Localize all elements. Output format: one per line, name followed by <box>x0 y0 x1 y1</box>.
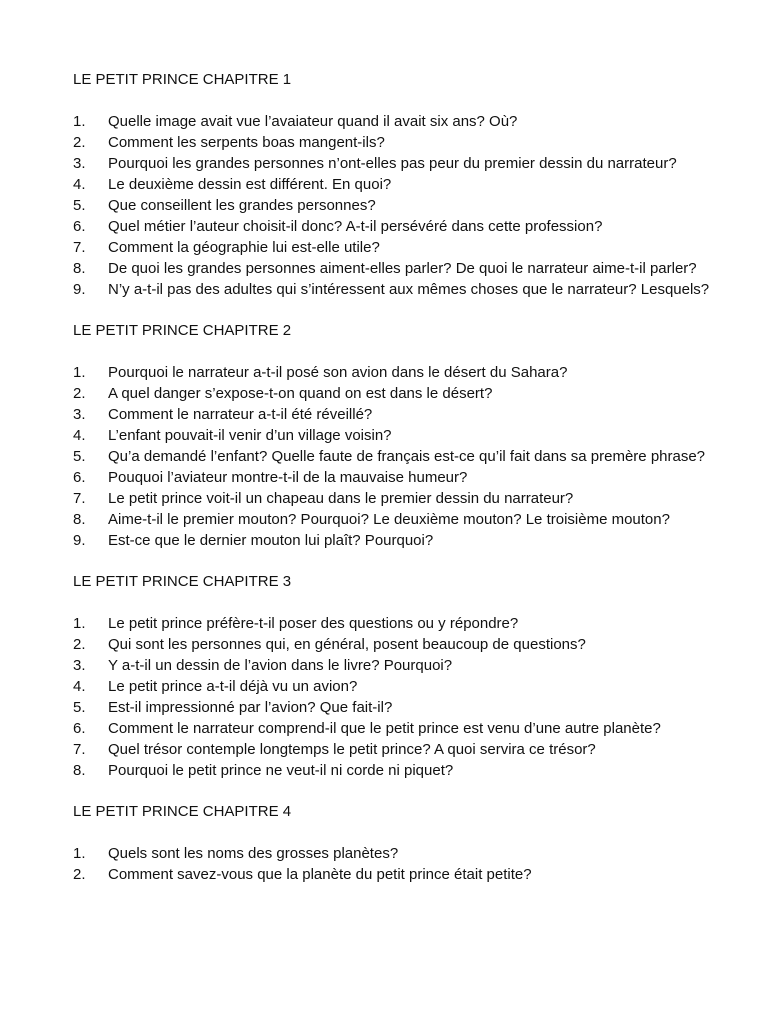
question-item <box>73 446 713 467</box>
question-list <box>73 613 713 781</box>
question-item <box>73 195 713 216</box>
question-text: Que conseillent les grandes personnes? <box>108 197 376 214</box>
question-item <box>73 864 713 885</box>
question-text: Quels sont les noms des grosses planètes? <box>108 845 399 862</box>
question-text: Pourquoi le petit prince ne veut-il ni corde ni piquet? <box>108 762 454 779</box>
question-number: 1. <box>73 615 86 632</box>
question-number: 7. <box>73 239 86 256</box>
question-text: Comment les serpents boas mangent-ils? <box>108 134 385 151</box>
question-number: 3. <box>73 155 86 172</box>
question-number: 4. <box>73 176 86 193</box>
question-item <box>73 843 713 864</box>
question-text: A quel danger s’expose-t-on quand on est dans le désert? <box>108 385 493 402</box>
question-number: 2. <box>73 134 86 151</box>
question-list <box>73 111 713 300</box>
question-item <box>73 739 713 760</box>
question-item <box>73 111 713 132</box>
question-text: Aime-t-il le premier mouton? Pourquoi? Le deuxième mouton? Le troisième mouton? <box>108 511 670 528</box>
question-number: 2. <box>73 866 86 883</box>
question-text: Comment le narrateur a-t-il été réveillé? <box>108 406 373 423</box>
question-item <box>73 362 713 383</box>
question-number: 9. <box>73 281 86 298</box>
question-number: 6. <box>73 469 86 486</box>
question-number: 7. <box>73 741 86 758</box>
question-text: Pourquoi les grandes personnes n’ont-elles pas peur du premier dessin du narrateur? <box>108 155 677 172</box>
question-item <box>73 174 713 195</box>
question-number: 1. <box>73 364 86 381</box>
question-number: 1. <box>73 113 86 130</box>
question-item <box>73 697 713 718</box>
question-number: 8. <box>73 260 86 277</box>
question-item <box>73 237 713 258</box>
question-number: 7. <box>73 490 86 507</box>
question-number: 9. <box>73 532 86 549</box>
question-text: Comment le narrateur comprend-il que le petit prince est venu d’une autre planète? <box>108 720 661 737</box>
question-number: 8. <box>73 762 86 779</box>
question-item <box>73 132 713 153</box>
question-list <box>73 362 713 551</box>
chapter-title: LE PETIT PRINCE CHAPITRE 4 <box>73 803 292 820</box>
question-number: 2. <box>73 385 86 402</box>
chapter-section <box>73 801 713 885</box>
question-text: Comment savez-vous que la planète du petit prince était petite? <box>108 866 532 883</box>
question-item <box>73 216 713 237</box>
question-item <box>73 467 713 488</box>
question-text: Le petit prince voit-il un chapeau dans le premier dessin du narrateur? <box>108 490 574 507</box>
question-item <box>73 404 713 425</box>
question-item <box>73 509 713 530</box>
question-text: Y a-t-il un dessin de l’avion dans le livre? Pourquoi? <box>108 657 453 674</box>
question-text: N’y a-t-il pas des adultes qui s’intéressent aux mêmes choses que le narrateur? Lesquels? <box>108 281 710 298</box>
question-text: De quoi les grandes personnes aiment-elles parler? De quoi le narrateur aime-t-il parler? <box>108 260 697 277</box>
question-text: Le deuxième dessin est différent. En quoi? <box>108 176 392 193</box>
question-text: L’enfant pouvait-il venir d’un village voisin? <box>108 427 392 444</box>
question-item <box>73 676 713 697</box>
question-list <box>73 843 713 885</box>
question-item <box>73 153 713 174</box>
question-item <box>73 655 713 676</box>
question-number: 5. <box>73 448 86 465</box>
chapter-section <box>73 69 713 300</box>
question-item <box>73 530 713 551</box>
question-text: Quelle image avait vue l’avaiateur quand il avait six ans? Où? <box>108 113 518 130</box>
question-item <box>73 718 713 739</box>
question-item <box>73 488 713 509</box>
question-text: Comment la géographie lui est-elle utile? <box>108 239 380 256</box>
chapter-section <box>73 571 713 781</box>
question-text: Est-il impressionné par l’avion? Que fait-il? <box>108 699 393 716</box>
question-number: 4. <box>73 678 86 695</box>
chapter-title: LE PETIT PRINCE CHAPITRE 2 <box>73 322 292 339</box>
question-number: 3. <box>73 406 86 423</box>
question-number: 5. <box>73 197 86 214</box>
question-text: Pourquoi le narrateur a-t-il posé son avion dans le désert du Sahara? <box>108 364 568 381</box>
question-item <box>73 279 713 300</box>
question-number: 2. <box>73 636 86 653</box>
question-text: Quel trésor contemple longtemps le petit prince? A quoi servira ce trésor? <box>108 741 596 758</box>
question-text: Quel métier l’auteur choisit-il donc? A-t-il persévéré dans cette profession? <box>108 218 603 235</box>
question-text: Est-ce que le dernier mouton lui plaît? Pourquoi? <box>108 532 434 549</box>
question-item <box>73 383 713 404</box>
question-number: 6. <box>73 720 86 737</box>
chapter-title: LE PETIT PRINCE CHAPITRE 1 <box>73 71 292 88</box>
document-page <box>73 69 713 905</box>
question-text: Le petit prince a-t-il déjà vu un avion? <box>108 678 358 695</box>
question-text: Le petit prince préfère-t-il poser des questions ou y répondre? <box>108 615 519 632</box>
question-number: 8. <box>73 511 86 528</box>
chapter-title: LE PETIT PRINCE CHAPITRE 3 <box>73 573 292 590</box>
question-item <box>73 258 713 279</box>
question-number: 5. <box>73 699 86 716</box>
question-item <box>73 760 713 781</box>
question-text: Qui sont les personnes qui, en général, posent beaucoup de questions? <box>108 636 586 653</box>
question-item <box>73 425 713 446</box>
question-text: Qu’a demandé l’enfant? Quelle faute de français est-ce qu’il fait dans sa premère phrase? <box>108 448 706 465</box>
question-item <box>73 634 713 655</box>
chapter-section <box>73 320 713 551</box>
question-number: 4. <box>73 427 86 444</box>
question-number: 3. <box>73 657 86 674</box>
question-number: 6. <box>73 218 86 235</box>
question-number: 1. <box>73 845 86 862</box>
question-text: Pouquoi l’aviateur montre-t-il de la mauvaise humeur? <box>108 469 468 486</box>
question-item <box>73 613 713 634</box>
